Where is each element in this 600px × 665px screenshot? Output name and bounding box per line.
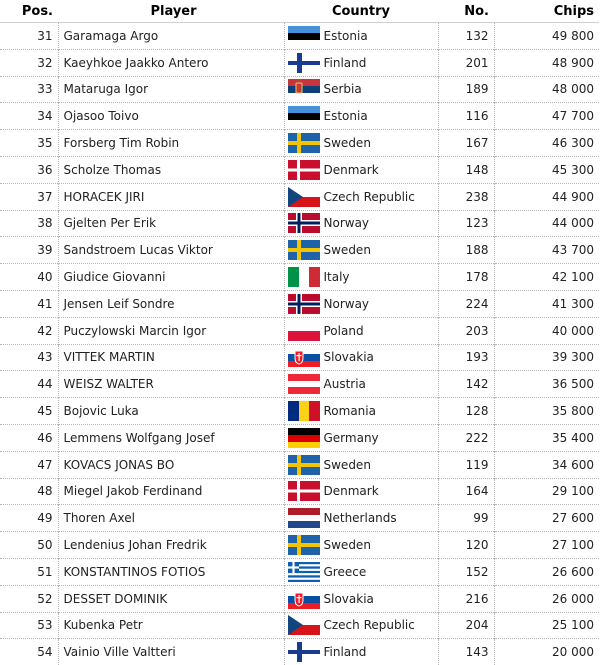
chips-cell: 40 000 — [494, 317, 599, 344]
chips-cell: 26 600 — [494, 558, 599, 585]
position-cell: 42 — [0, 317, 58, 344]
country-name: Netherlands — [323, 511, 397, 526]
number-cell: 128 — [438, 398, 494, 425]
country-cell — [284, 451, 438, 478]
country-cell — [284, 344, 438, 371]
country-name: Sweden — [323, 136, 371, 151]
number-cell: 189 — [438, 76, 494, 103]
position-cell: 39 — [0, 237, 58, 264]
number-cell: 123 — [438, 210, 494, 237]
chips-cell: 26 000 — [494, 585, 599, 612]
chips-cell: 48 900 — [494, 49, 599, 76]
estonia-flag-icon — [288, 26, 320, 46]
country-cell — [284, 424, 438, 451]
header-player: Player — [58, 0, 284, 23]
finland-flag-icon — [288, 642, 320, 662]
table-row — [0, 505, 599, 532]
table-row — [0, 532, 599, 559]
sweden-flag-icon — [288, 133, 320, 153]
number-cell: 203 — [438, 317, 494, 344]
player-cell: Thoren Axel — [58, 505, 284, 532]
country-cell — [284, 558, 438, 585]
player-cell: VITTEK MARTIN — [58, 344, 284, 371]
position-cell: 51 — [0, 558, 58, 585]
number-cell: 152 — [438, 558, 494, 585]
header-row — [0, 0, 599, 23]
country-cell — [284, 290, 438, 317]
chips-cell: 25 100 — [494, 612, 599, 639]
number-cell: 120 — [438, 532, 494, 559]
country-cell — [284, 264, 438, 291]
country-name: Czech Republic — [323, 618, 415, 633]
position-cell: 54 — [0, 639, 58, 665]
country-cell — [284, 317, 438, 344]
number-cell: 164 — [438, 478, 494, 505]
chips-cell: 43 700 — [494, 237, 599, 264]
greece-flag-icon — [288, 562, 320, 582]
sweden-flag-icon — [288, 535, 320, 555]
country-name: Sweden — [323, 243, 371, 258]
player-cell: Puczylowski Marcin Igor — [58, 317, 284, 344]
country-name: Serbia — [323, 82, 362, 97]
country-cell — [284, 505, 438, 532]
position-cell: 33 — [0, 76, 58, 103]
czech-flag-icon — [288, 187, 320, 207]
poland-flag-icon — [288, 321, 320, 341]
number-cell: 204 — [438, 612, 494, 639]
position-cell: 47 — [0, 451, 58, 478]
netherlands-flag-icon — [288, 508, 320, 528]
czech-flag-icon — [288, 615, 320, 635]
number-cell: 222 — [438, 424, 494, 451]
player-cell: Miegel Jakob Ferdinand — [58, 478, 284, 505]
number-cell: 178 — [438, 264, 494, 291]
player-cell: Vainio Ville Valtteri — [58, 639, 284, 665]
country-cell — [284, 398, 438, 425]
chips-cell: 44 900 — [494, 183, 599, 210]
player-cell: Giudice Giovanni — [58, 264, 284, 291]
chips-cell: 34 600 — [494, 451, 599, 478]
country-name: Sweden — [323, 538, 371, 553]
country-name: Finland — [323, 645, 367, 660]
table-row — [0, 183, 599, 210]
country-name: Austria — [323, 377, 366, 392]
table-row — [0, 156, 599, 183]
position-cell: 34 — [0, 103, 58, 130]
country-cell — [284, 23, 438, 50]
number-cell: 167 — [438, 130, 494, 157]
player-cell: KOVACS JONAS BO — [58, 451, 284, 478]
chips-cell: 42 100 — [494, 264, 599, 291]
chips-cell: 27 100 — [494, 532, 599, 559]
chips-cell: 27 600 — [494, 505, 599, 532]
table-row — [0, 49, 599, 76]
country-cell — [284, 237, 438, 264]
number-cell: 201 — [438, 49, 494, 76]
country-name: Czech Republic — [323, 189, 415, 204]
country-name: Norway — [323, 296, 370, 311]
table-row — [0, 639, 599, 665]
player-cell: Lendenius Johan Fredrik — [58, 532, 284, 559]
number-cell: 216 — [438, 585, 494, 612]
sweden-flag-icon — [288, 455, 320, 475]
country-name: Sweden — [323, 457, 371, 472]
player-cell: Jensen Leif Sondre — [58, 290, 284, 317]
position-cell: 45 — [0, 398, 58, 425]
player-cell: Bojovic Luka — [58, 398, 284, 425]
number-cell: 116 — [438, 103, 494, 130]
position-cell: 31 — [37, 28, 53, 43]
chips-cell: 39 300 — [494, 344, 599, 371]
player-cell: Ojasoo Toivo — [58, 103, 284, 130]
country-cell — [284, 76, 438, 103]
country-name: Denmark — [323, 484, 379, 499]
chips-cell: 48 000 — [494, 76, 599, 103]
player-cell: KONSTANTINOS FOTIOS — [58, 558, 284, 585]
country-name: Finland — [323, 55, 367, 70]
table-row — [0, 424, 599, 451]
chips-cell: 36 500 — [494, 371, 599, 398]
chips-cell: 46 300 — [494, 130, 599, 157]
denmark-flag-icon — [288, 160, 320, 180]
player-cell: Forsberg Tim Robin — [58, 130, 284, 157]
position-cell: 48 — [0, 478, 58, 505]
chips-cell: 20 000 — [494, 639, 599, 665]
number-cell: 142 — [438, 371, 494, 398]
table-row — [0, 612, 599, 639]
number-cell: 148 — [438, 156, 494, 183]
player-cell: HORACEK JIRI — [58, 183, 284, 210]
number-cell: 143 — [438, 639, 494, 665]
number-cell: 119 — [438, 451, 494, 478]
germany-flag-icon — [288, 428, 320, 448]
table-row — [0, 76, 599, 103]
country-cell — [284, 49, 438, 76]
chips-cell: 44 000 — [494, 210, 599, 237]
country-name: Estonia — [323, 109, 368, 124]
table-row — [0, 478, 599, 505]
country-name: Estonia — [323, 28, 368, 43]
finland-flag-icon — [288, 53, 320, 73]
position-cell: 37 — [0, 183, 58, 210]
header-country: Country — [284, 0, 438, 23]
austria-flag-icon — [288, 374, 320, 394]
table-row — [0, 264, 599, 291]
chips-cell: 35 800 — [494, 398, 599, 425]
country-name: Greece — [323, 564, 367, 579]
position-cell: 40 — [0, 264, 58, 291]
position-cell: 35 — [0, 130, 58, 157]
player-cell: WEISZ WALTER — [58, 371, 284, 398]
chips-cell: 41 300 — [494, 290, 599, 317]
player-cell: Sandstroem Lucas Viktor — [58, 237, 284, 264]
table-row — [0, 398, 599, 425]
table-row — [0, 237, 599, 264]
norway-flag-icon — [288, 213, 320, 233]
chips-cell: 29 100 — [494, 478, 599, 505]
table-row — [0, 558, 599, 585]
position-cell: 41 — [0, 290, 58, 317]
country-cell — [284, 183, 438, 210]
table-row — [0, 585, 599, 612]
position-cell: 46 — [0, 424, 58, 451]
position-cell: 52 — [0, 585, 58, 612]
country-name: Germany — [323, 430, 379, 445]
country-cell — [284, 103, 438, 130]
player-cell: Kubenka Petr — [58, 612, 284, 639]
country-cell — [284, 532, 438, 559]
position-cell: 32 — [0, 49, 58, 76]
position-cell: 53 — [0, 612, 58, 639]
position-cell: 50 — [0, 532, 58, 559]
header-chips: Chips — [494, 0, 599, 23]
country-cell — [284, 478, 438, 505]
table-row — [0, 23, 599, 50]
country-name: Norway — [323, 216, 370, 231]
table-row — [0, 317, 599, 344]
country-cell — [284, 156, 438, 183]
table-row — [0, 371, 599, 398]
number-cell: 193 — [438, 344, 494, 371]
serbia-flag-icon — [288, 79, 320, 99]
norway-flag-icon — [288, 294, 320, 314]
estonia-flag-icon — [288, 106, 320, 126]
country-name: Romania — [323, 404, 376, 419]
denmark-flag-icon — [288, 481, 320, 501]
position-cell: 38 — [0, 210, 58, 237]
table-row — [0, 290, 599, 317]
country-name: Denmark — [323, 162, 379, 177]
table-row — [0, 103, 599, 130]
table-row — [0, 344, 599, 371]
table-row — [0, 210, 599, 237]
table-row — [0, 451, 599, 478]
slovakia-flag-icon — [288, 347, 320, 367]
player-cell: Garamaga Argo — [58, 23, 284, 50]
country-cell — [284, 210, 438, 237]
country-name: Slovakia — [323, 350, 374, 365]
table-row — [0, 130, 599, 157]
number-cell: 99 — [438, 505, 494, 532]
header-pos: Pos. — [0, 0, 58, 23]
romania-flag-icon — [288, 401, 320, 421]
header-no: No. — [438, 0, 494, 23]
chips-cell: 45 300 — [494, 156, 599, 183]
number-cell: 188 — [438, 237, 494, 264]
chips-cell: 47 700 — [494, 103, 599, 130]
country-cell — [284, 585, 438, 612]
player-cell: Mataruga Igor — [58, 76, 284, 103]
country-cell — [284, 130, 438, 157]
slovakia-flag-icon — [288, 589, 320, 609]
italy-flag-icon — [288, 267, 320, 287]
sweden-flag-icon — [288, 240, 320, 260]
country-name: Italy — [323, 270, 350, 285]
number-cell: 224 — [438, 290, 494, 317]
position-cell: 49 — [0, 505, 58, 532]
number-cell: 238 — [438, 183, 494, 210]
position-cell: 43 — [0, 344, 58, 371]
country-cell — [284, 612, 438, 639]
position-cell: 44 — [0, 371, 58, 398]
country-cell — [284, 371, 438, 398]
player-cell: DESSET DOMINIK — [58, 585, 284, 612]
country-name: Poland — [323, 323, 364, 338]
player-cell: Scholze Thomas — [58, 156, 284, 183]
number-cell: 132 — [438, 23, 494, 50]
position-cell: 36 — [0, 156, 58, 183]
player-cell: Lemmens Wolfgang Josef — [58, 424, 284, 451]
player-cell: Kaeyhkoe Jaakko Antero — [58, 49, 284, 76]
chips-cell: 35 400 — [494, 424, 599, 451]
country-name: Slovakia — [323, 591, 374, 606]
country-cell — [284, 639, 438, 665]
chips-cell: 49 800 — [494, 23, 599, 50]
player-cell: Gjelten Per Erik — [58, 210, 284, 237]
